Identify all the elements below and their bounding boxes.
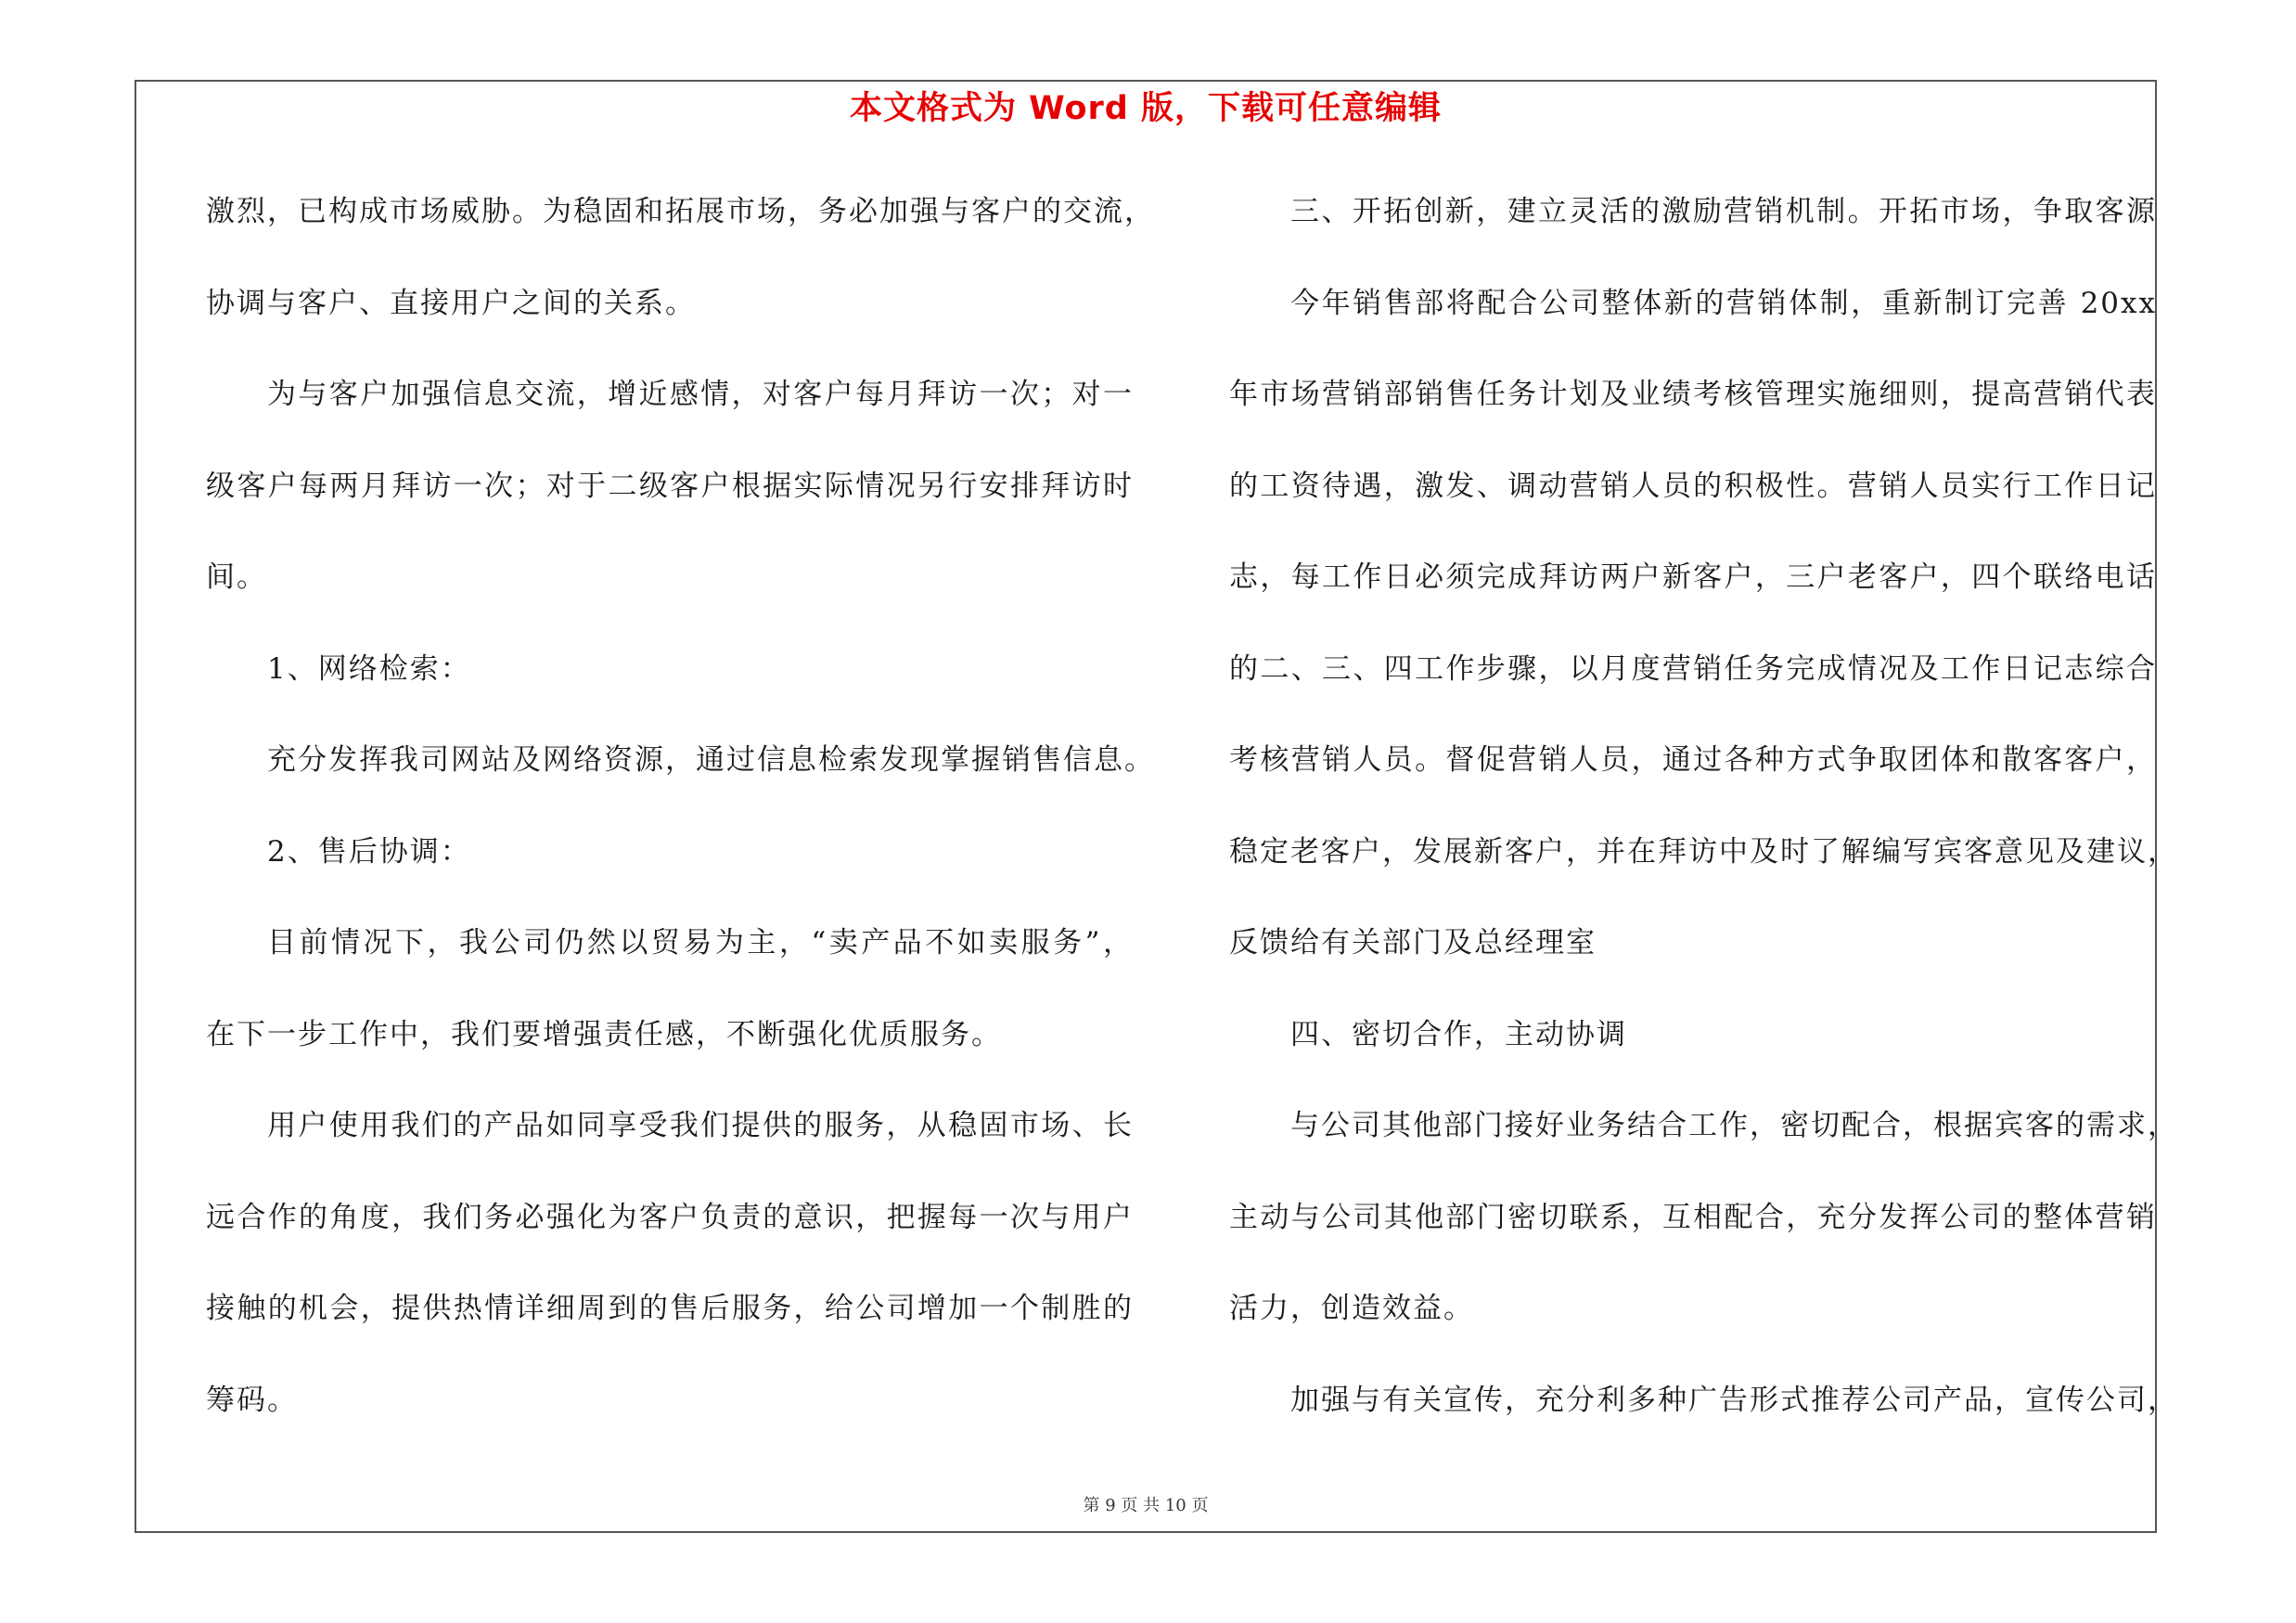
right-line-12: 主动与公司其他部门密切联系，互相配合，充分发挥公司的整体营销 <box>1229 1200 2157 1234</box>
right-line-2: 今年销售部将配合公司整体新的营销体制，重新制订完善 20xx <box>1290 286 2157 320</box>
right-line-7: 考核营销人员。督促营销人员，通过各种方式争取团体和散客客户， <box>1229 743 2157 777</box>
left-line-13: 接触的机会，提供热情详细周到的售后服务，给公司增加一个制胜的 <box>206 1292 1134 1325</box>
right-line-4: 的工资待遇，激发、调动营销人员的积极性。营销人员实行工作日记 <box>1229 469 2157 503</box>
right-line-11: 与公司其他部门接好业务结合工作，密切配合，根据宾客的需求， <box>1290 1109 2178 1142</box>
left-line-4: 级客户每两月拜访一次；对于二级客户根据实际情况另行安排拜访时 <box>206 469 1134 503</box>
left-line-12: 远合作的角度，我们务必强化为客户负责的意识，把握每一次与用户 <box>206 1200 1134 1234</box>
right-line-14: 加强与有关宣传，充分利多种广告形式推荐公司产品，宣传公司， <box>1290 1383 2178 1417</box>
right-line-5: 志，每工作日必须完成拜访两户新客户，三户老客户，四个联络电话 <box>1229 560 2157 594</box>
right-line-13: 活力，创造效益。 <box>1229 1292 1474 1325</box>
format-banner: 本文格式为 Word 版，下载可任意编辑 <box>849 90 1443 127</box>
right-line-10: 四、密切合作，主动协调 <box>1290 1017 1627 1051</box>
left-line-7: 充分发挥我司网站及网络资源，通过信息检索发现掌握销售信息。 <box>267 743 1155 777</box>
right-line-9: 反馈给有关部门及总经理室 <box>1229 926 1597 960</box>
left-line-10: 在下一步工作中，我们要增强责任感，不断强化优质服务。 <box>206 1017 1002 1051</box>
left-line-6: 1、网络检索： <box>267 651 471 686</box>
left-column <box>206 186 1155 1465</box>
page-number-footer: 第 9 页 共 10 页 <box>1083 1496 1209 1515</box>
left-line-11: 用户使用我们的产品如同享受我们提供的服务，从稳固市场、长 <box>267 1109 1134 1142</box>
left-line-14: 筹码。 <box>206 1383 298 1417</box>
left-line-2: 协调与客户、直接用户之间的关系。 <box>206 286 696 320</box>
left-line-1: 激烈，已构成市场威胁。为稳固和拓展市场，务必加强与客户的交流， <box>206 195 1155 228</box>
left-line-5: 间。 <box>206 560 267 594</box>
right-column <box>1229 186 2178 1465</box>
right-line-1: 三、开拓创新，建立灵活的激励营销机制。开拓市场，争取客源 <box>1290 195 2157 228</box>
right-line-3: 年市场营销部销售任务计划及业绩考核管理实施细则，提高营销代表 <box>1229 378 2157 411</box>
left-line-8: 2、售后协调： <box>267 834 471 869</box>
right-line-8: 稳定老客户，发展新客户，并在拜访中及时了解编写宾客意见及建议， <box>1229 834 2178 869</box>
right-line-6: 的二、三、四工作步骤，以月度营销任务完成情况及工作日记志综合 <box>1229 651 2157 686</box>
left-line-9: 目前情况下，我公司仍然以贸易为主，“卖产品不如卖服务”， <box>267 926 1134 960</box>
left-line-3: 为与客户加强信息交流，增近感情，对客户每月拜访一次；对一 <box>267 378 1134 411</box>
